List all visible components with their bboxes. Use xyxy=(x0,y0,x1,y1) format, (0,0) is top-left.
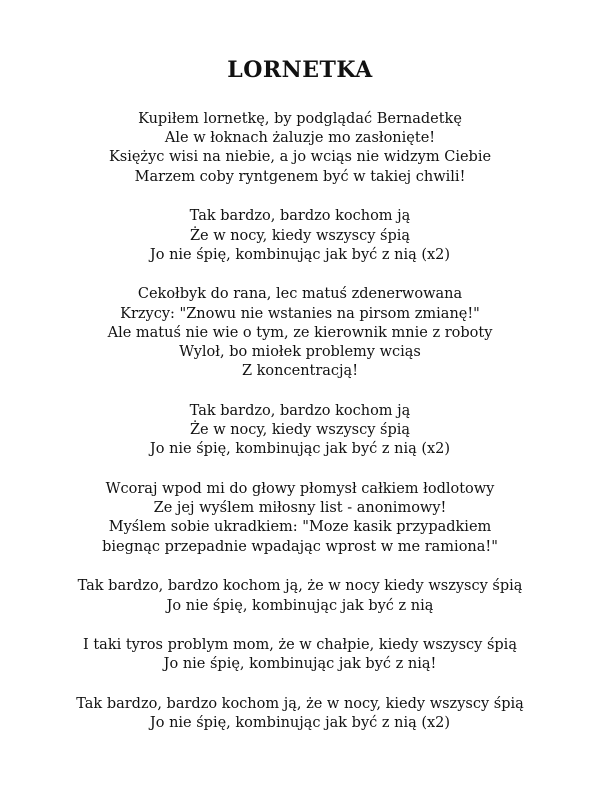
verse-line: Tak bardzo, bardzo kochom ją, że w nocy kiedy wszyscy śpią xyxy=(77,578,523,595)
verse-line: Ale w łoknach żaluzje mo zasłonięte! xyxy=(164,130,436,147)
verse-line: Cekołbyk do rana, lec matuś zdenerwowana xyxy=(137,286,463,303)
verse-line: Jo nie śpię, kombinując jak być z nią (x2) xyxy=(149,715,451,732)
verse-line: Ale matuś nie wie o tym, ze kierownik mnie z roboty xyxy=(107,324,493,341)
verse-line: Krzycy: "Znowu nie wstanies na pirsom zmianę!" xyxy=(120,305,480,322)
stanza-4-chorus xyxy=(0,402,600,460)
verse-line: Tak bardzo, bardzo kochom ją, że w nocy, kiedy wszyscy śpią xyxy=(76,696,524,713)
verse-line: Tak bardzo, bardzo kochom ją xyxy=(189,402,411,419)
stanza-6 xyxy=(0,577,600,615)
verse-line: Księżyc wisi na niebie, a jo wciąs nie widzym Ciebie xyxy=(108,149,492,166)
verse-line: I taki tyros problym mom, że w chałpie, kiedy wszyscy śpią xyxy=(83,637,517,654)
verse-line: Wyloł, bo miołek problemy wciąs xyxy=(179,344,421,361)
verse-line: biegnąc przepadnie wpadając wprost w me ramiona!" xyxy=(102,538,498,555)
verse-line: Myślem sobie ukradkiem: "Moze kasik przypadkiem xyxy=(108,519,492,536)
stanza-5 xyxy=(0,480,600,557)
verse-line: Kupiłem lornetkę, by podglądać Bernadetkę xyxy=(138,111,462,127)
verse-line: Że w nocy, kiedy wszyscy śpią xyxy=(189,227,411,244)
verse-line: Wcoraj wpod mi do głowy płomysł całkiem łodlotowy xyxy=(105,481,495,498)
verse-line: Jo nie śpię, kombinując jak być z nią! xyxy=(163,656,437,673)
verse-line: Jo nie śpię, kombinując jak być z nią xyxy=(166,597,434,614)
stanza-7 xyxy=(0,636,600,674)
verse-line: Ze jej wyślem miłosny list - anonimowy! xyxy=(153,500,447,517)
verse-line: Z koncentracją! xyxy=(241,363,359,380)
page-title: LORNETKA xyxy=(227,57,373,83)
verse-line: Marzem coby ryntgenem być w takiej chwili! xyxy=(134,168,466,185)
stanza-8 xyxy=(0,695,600,733)
verse-line: Tak bardzo, bardzo kochom ją xyxy=(189,208,411,225)
verse-line: Że w nocy, kiedy wszyscy śpią xyxy=(189,422,411,439)
stanza-1 xyxy=(0,110,600,187)
stanza-3 xyxy=(0,285,600,381)
verse-line: Jo nie śpię, kombinując jak być z nią (x2) xyxy=(149,246,451,263)
stanza-2-chorus xyxy=(0,207,600,265)
verse-line: Jo nie śpię, kombinując jak być z nią (x2) xyxy=(149,441,451,458)
